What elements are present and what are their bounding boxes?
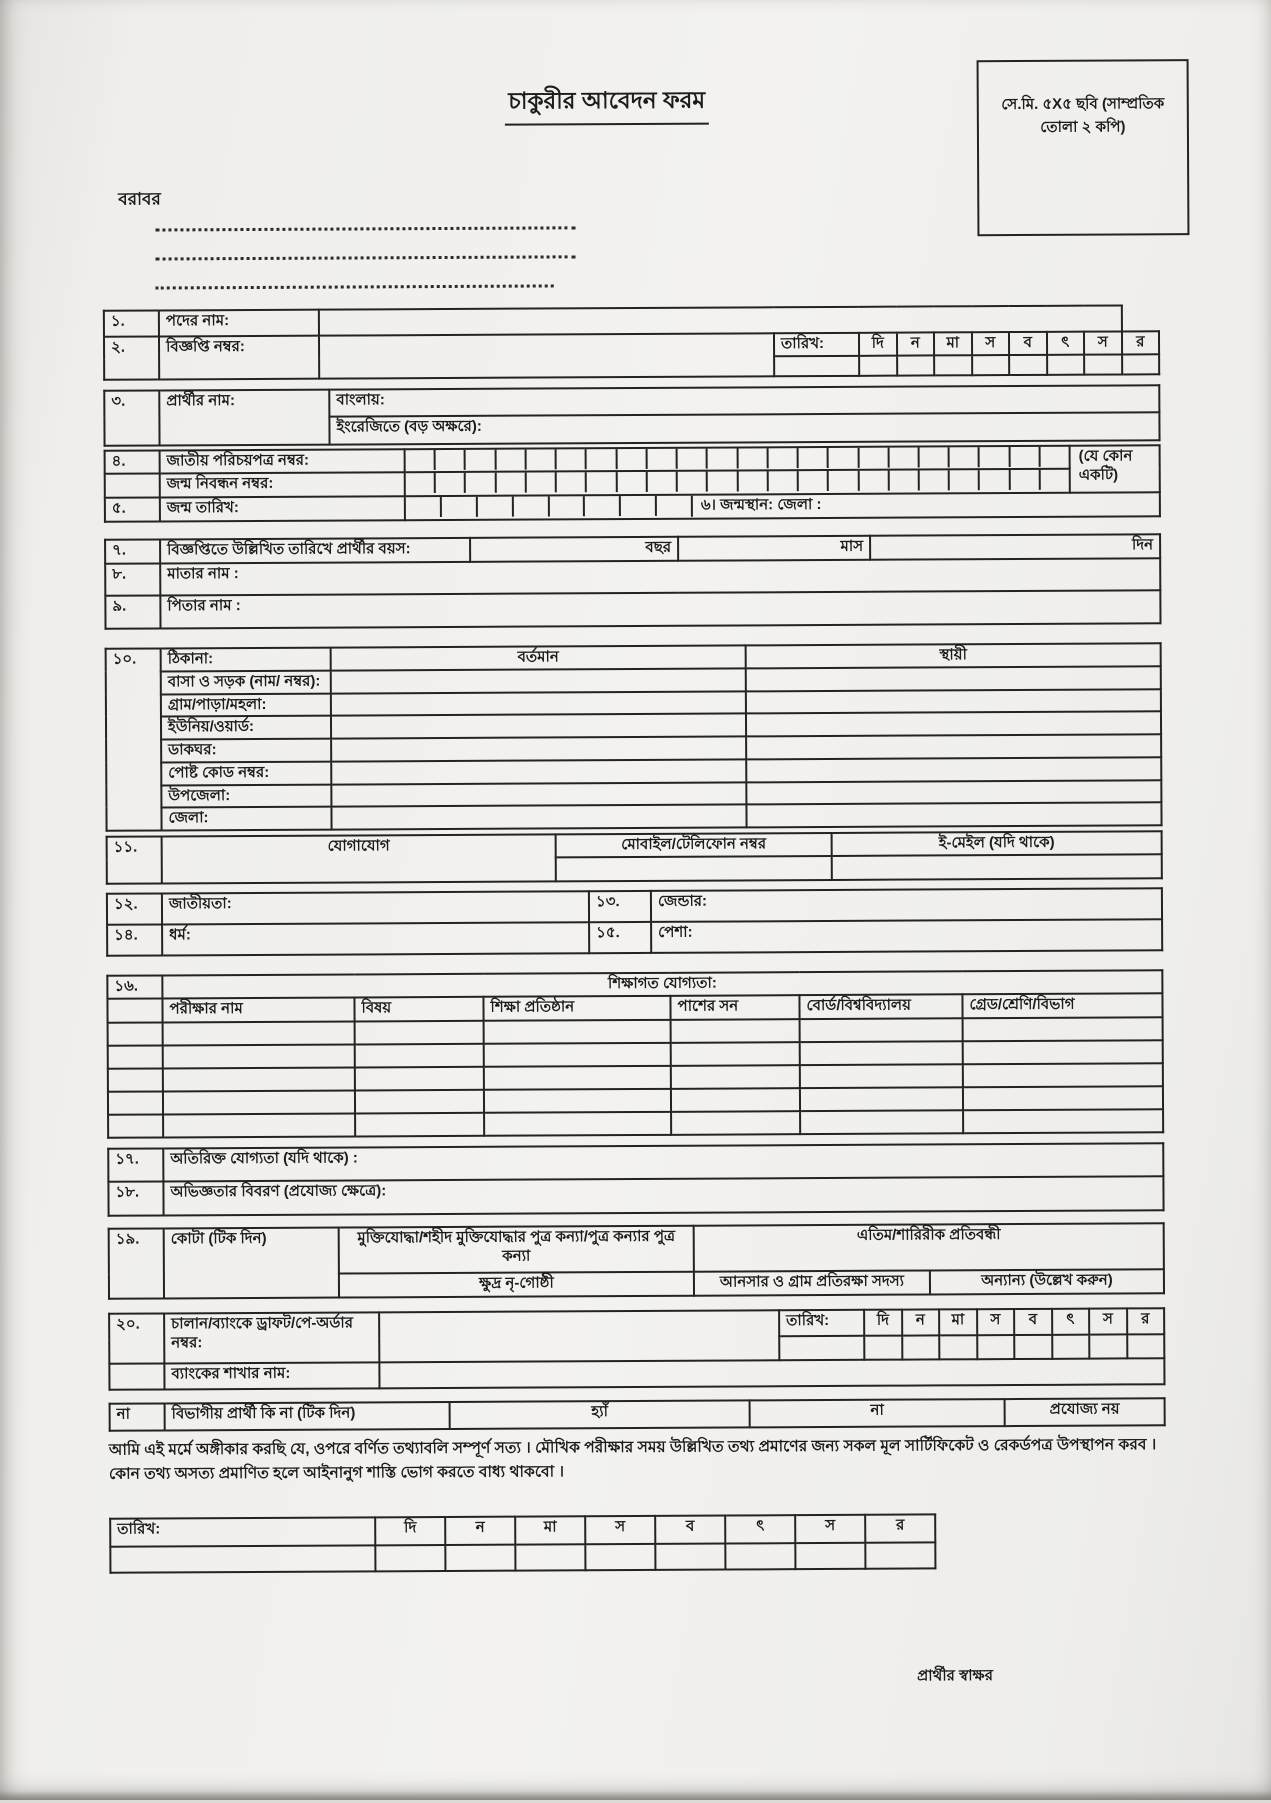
date-unit-cell: মা <box>939 1309 977 1335</box>
section-12-15-table <box>106 887 1163 957</box>
religion-input[interactable] <box>162 922 589 955</box>
section-16-education-table <box>106 969 1164 1138</box>
serial-cell: ১. <box>104 310 159 336</box>
applicant-signature-label: প্রার্থীর স্বাক্ষর <box>917 1667 993 1685</box>
education-cell[interactable] <box>355 1067 484 1091</box>
education-cell[interactable] <box>484 1089 671 1113</box>
digit-box[interactable] <box>708 471 738 491</box>
digit-box[interactable] <box>466 450 496 470</box>
date-unit-cell: ন <box>896 332 934 355</box>
date-unit-cell: স <box>971 332 1009 355</box>
challan-number-input[interactable] <box>379 1310 779 1362</box>
digit-box[interactable] <box>738 448 768 468</box>
name-english-input[interactable] <box>329 412 1159 444</box>
digit-box[interactable] <box>1010 447 1040 467</box>
education-cell[interactable] <box>163 1044 355 1068</box>
digit-box[interactable] <box>950 470 980 490</box>
education-cell[interactable] <box>163 1113 355 1137</box>
education-cell[interactable] <box>671 1019 800 1043</box>
digit-box[interactable] <box>436 450 466 470</box>
serial-cell: ১৯. <box>109 1228 164 1298</box>
serial-cell: ১৩. <box>589 891 651 922</box>
quota-option-ansar[interactable]: আনসার ও গ্রাম প্রতিরক্ষা সদস্য <box>694 1270 930 1295</box>
address-permanent-input[interactable] <box>746 666 1161 691</box>
serial-cell: ১৬. <box>107 975 162 998</box>
serial-cell: না <box>110 1403 165 1430</box>
address-permanent-header: স্থায়ী <box>746 643 1161 668</box>
date-input-cell[interactable] <box>585 1544 655 1570</box>
date-unit-cell: স <box>1089 1308 1127 1334</box>
date-input-cell[interactable] <box>1084 354 1122 374</box>
digit-box[interactable] <box>406 450 436 470</box>
digit-box[interactable] <box>799 448 829 468</box>
days-label: দিন <box>1131 536 1154 554</box>
education-cell[interactable] <box>355 1021 484 1045</box>
serial-cell: ১৪. <box>107 924 162 955</box>
addressee-label: বরাবর <box>118 189 161 209</box>
date-label: তারিখ: <box>779 1310 864 1336</box>
digit-box[interactable] <box>442 497 478 517</box>
education-cell[interactable] <box>108 1068 163 1091</box>
digit-box[interactable] <box>1040 447 1068 467</box>
addressee-line-3[interactable] <box>156 284 554 289</box>
date-input-cell[interactable] <box>110 1545 375 1572</box>
name-bangla-input[interactable] <box>329 385 1159 416</box>
experience-label: অভিজ্ঞতার বিবরণ (প্রযোজ্য ক্ষেত্রে): <box>170 1182 387 1201</box>
notice-number-input[interactable] <box>319 333 774 378</box>
mother-name-input[interactable] <box>160 558 1160 595</box>
education-cell[interactable] <box>671 1111 800 1135</box>
date-input-cell[interactable] <box>939 1335 977 1359</box>
digit-box[interactable] <box>980 447 1010 467</box>
digit-box[interactable] <box>478 497 514 517</box>
education-cell[interactable] <box>963 1086 1163 1110</box>
digit-box[interactable] <box>406 473 436 493</box>
date-unit-cell: দি <box>859 333 897 356</box>
education-cell[interactable] <box>963 1109 1163 1133</box>
education-cell[interactable] <box>671 1065 800 1089</box>
address-permanent-input[interactable] <box>746 711 1161 736</box>
digit-box[interactable] <box>557 449 587 469</box>
date-input-cell[interactable] <box>774 356 859 376</box>
address-present-input[interactable] <box>331 691 746 716</box>
birthplace-district-label[interactable]: ৬। জন্মস্থান: জেলা : <box>691 493 1159 516</box>
serial-cell: ৩. <box>104 390 159 445</box>
address-present-input[interactable] <box>331 736 746 761</box>
birth-registration-digit-boxes <box>406 470 1069 493</box>
section-21-table <box>109 1397 1166 1432</box>
address-field-label: পোষ্ট কোড নম্বর: <box>161 761 331 785</box>
date-input-cell[interactable] <box>977 1335 1015 1359</box>
addressee-line-1[interactable] <box>155 226 575 231</box>
education-cell[interactable] <box>671 1042 800 1066</box>
date-unit-cell: ব <box>655 1516 725 1544</box>
date-input-cell[interactable] <box>375 1545 445 1571</box>
serial-cell: ১৫. <box>589 922 651 953</box>
digit-box[interactable] <box>859 448 889 468</box>
date-unit-cell: র <box>1122 331 1160 354</box>
education-cell[interactable] <box>108 1045 163 1068</box>
gender-input[interactable] <box>651 888 1162 922</box>
digit-box[interactable] <box>769 471 799 491</box>
applicant-name-label: প্রার্থীর নাম: <box>159 390 329 446</box>
father-name-input[interactable] <box>160 590 1160 628</box>
birth-date-row <box>405 492 1160 520</box>
extra-qualification-label: অতিরিক্ত যোগ্যতা (যদি থাকে) : <box>170 1149 358 1168</box>
date-label: তারিখ: <box>774 333 859 356</box>
address-permanent-input[interactable] <box>746 802 1161 827</box>
education-cell[interactable] <box>800 1087 963 1111</box>
serial-cell: ১০. <box>106 648 162 830</box>
digit-box[interactable] <box>920 470 950 490</box>
quota-option-orphan-disabled[interactable]: এতিম/শারিরীক প্রতিবন্ধী <box>694 1223 1164 1271</box>
address-field-label: ডাকঘর: <box>161 739 331 763</box>
page-title-text: চাকুরীর আবেদন ফরম <box>504 82 709 126</box>
departmental-yes-option[interactable]: হ্যাঁ <box>450 1400 750 1429</box>
section-4-6-table <box>104 444 1161 523</box>
education-cell[interactable] <box>355 1044 484 1068</box>
signature-date-table <box>109 1513 936 1573</box>
nationality-input[interactable] <box>162 891 589 924</box>
date-label: তারিখ: <box>110 1517 375 1546</box>
digit-box[interactable] <box>889 471 919 491</box>
education-cell[interactable] <box>800 1018 963 1042</box>
age-months-input[interactable] <box>678 536 870 561</box>
serial-cell: ১৭. <box>108 1148 163 1181</box>
age-label: বিজ্ঞপ্তিতে উল্লিখিত তারিখে প্রার্থীর বয়স: <box>160 538 470 564</box>
section-1-2-table <box>103 304 1160 380</box>
digit-box[interactable] <box>496 473 526 493</box>
section-19-quota-table <box>108 1222 1165 1300</box>
photo-note: সে.মি. ৫X৫ ছবি (সাম্প্রতিক তোলা ২ কপি) <box>1001 95 1165 136</box>
birth-registration-label: জন্ম নিবন্ধন নম্বর: <box>160 472 405 497</box>
section-3-table <box>103 384 1160 447</box>
digit-box[interactable] <box>617 472 647 492</box>
photo-placeholder-box <box>977 59 1190 236</box>
digit-box[interactable] <box>1010 470 1040 490</box>
date-unit-cell: ৎ <box>1046 332 1084 355</box>
education-cell[interactable] <box>484 1112 671 1136</box>
date-input-cell[interactable] <box>1127 1334 1165 1358</box>
address-present-header: বর্তমান <box>331 645 746 670</box>
addressee-line-2[interactable] <box>156 255 576 260</box>
departmental-candidate-label: বিভাগীয় প্রার্থী কি না (টিক দিন) <box>165 1402 450 1430</box>
education-title: শিক্ষাগত যোগ্যতা: <box>162 970 1162 998</box>
years-label: বছর <box>645 538 672 556</box>
departmental-na-option[interactable]: প্রযোজ্য নয় <box>1005 1398 1165 1426</box>
digit-box[interactable] <box>829 448 859 468</box>
education-header-board: বোর্ড/বিশ্ববিদ্যালয় <box>799 994 962 1019</box>
birth-date-label: জন্ম তারিখ: <box>160 496 405 521</box>
digit-box[interactable] <box>527 472 557 492</box>
either-one-note: (যে কোন একটি) <box>1070 445 1160 492</box>
education-cell[interactable] <box>963 1017 1163 1041</box>
digit-box[interactable] <box>406 497 442 517</box>
address-present-input[interactable] <box>331 805 746 830</box>
email-header: ই-মেইল (যদি থাকে) <box>832 831 1162 856</box>
education-cell[interactable] <box>800 1064 963 1088</box>
digit-box[interactable] <box>678 472 708 492</box>
education-cell[interactable] <box>108 1114 163 1137</box>
digit-box[interactable] <box>648 472 678 492</box>
serial-cell: ৯. <box>105 595 160 628</box>
serial-cell: ১২. <box>107 893 162 924</box>
address-permanent-input[interactable] <box>746 734 1161 759</box>
section-7-9-table <box>104 533 1161 630</box>
education-cell[interactable] <box>484 1043 671 1067</box>
address-field-label: উপজেলা: <box>161 784 331 808</box>
address-present-input[interactable] <box>331 759 746 784</box>
date-unit-cell: ৎ <box>1052 1309 1090 1335</box>
date-input-cell[interactable] <box>445 1545 515 1571</box>
nid-digit-row <box>405 446 1070 472</box>
quota-option-freedom-fighter[interactable]: মুক্তিযোদ্ধা/শহীদ মুক্তিযোদ্ধার পুত্র কন্যা/পুত্র কন্যার পুত্র কন্যা <box>339 1226 694 1274</box>
post-name-label: পদের নাম: <box>159 310 319 337</box>
nid-digit-boxes <box>406 447 1069 470</box>
address-present-input[interactable] <box>331 668 746 693</box>
digit-box[interactable] <box>829 471 859 491</box>
education-cell[interactable] <box>108 1022 163 1045</box>
digit-box[interactable] <box>950 447 980 467</box>
address-field-label: গ্রাম/পাড়া/মহলা: <box>161 693 331 717</box>
digit-box[interactable] <box>920 447 950 467</box>
extra-qualification-input[interactable] <box>163 1143 1163 1181</box>
quota-label: কোটা (টিক দিন) <box>164 1228 339 1299</box>
date-unit-cell: স <box>585 1516 655 1544</box>
date-unit-cell: স <box>1084 331 1122 354</box>
address-permanent-input[interactable] <box>746 757 1161 782</box>
date-input-cell[interactable] <box>865 1542 935 1568</box>
date-input-cell[interactable] <box>779 1336 864 1360</box>
date-unit-cell: মা <box>934 332 972 355</box>
date-input-cell[interactable] <box>934 355 972 375</box>
birth-date-boxes <box>406 496 691 517</box>
address-label: ঠিকানা: <box>161 648 331 672</box>
date-unit-cell: স <box>795 1515 865 1543</box>
address-permanent-input[interactable] <box>746 780 1161 805</box>
date-unit-cell: র <box>1127 1308 1165 1334</box>
challan-label: চালান/ব্যাংকে ড্রাফট/পে-অর্ডার নম্বর: <box>164 1312 379 1363</box>
education-header-grade: গ্রেড/শ্রেণি/বিভাগ <box>962 993 1162 1018</box>
serial-cell: ৪. <box>105 450 160 473</box>
date-unit-cell: মা <box>515 1516 585 1544</box>
digit-box[interactable] <box>557 472 587 492</box>
digit-box[interactable] <box>768 448 798 468</box>
date-unit-cell: র <box>865 1514 935 1542</box>
religion-label: ধর্ম: <box>169 926 191 944</box>
digit-box[interactable] <box>678 449 708 469</box>
digit-box[interactable] <box>585 496 621 516</box>
education-header-institute: শিক্ষা প্রতিষ্ঠান <box>483 996 670 1021</box>
mobile-input[interactable] <box>556 856 832 881</box>
date-unit-cell: ব <box>1014 1309 1052 1335</box>
education-header-subject: বিষয় <box>354 997 483 1022</box>
date-input-cell[interactable] <box>1089 1334 1127 1358</box>
digit-box[interactable] <box>617 449 647 469</box>
occupation-input[interactable] <box>651 919 1162 953</box>
mobile-header: মোবাইল/টেলিফোন নম্বর <box>556 833 832 857</box>
education-cell[interactable] <box>163 1021 355 1045</box>
digit-box[interactable] <box>527 449 557 469</box>
digit-box[interactable] <box>980 470 1010 490</box>
serial-cell: ১১. <box>107 836 162 883</box>
date-input-cell[interactable] <box>864 1336 902 1360</box>
date-input-cell[interactable] <box>655 1544 725 1570</box>
name-english-label: ইংরেজিতে (বড় অক্ষরে): <box>336 417 482 436</box>
digit-box[interactable] <box>647 449 677 469</box>
father-name-label: পিতার নাম : <box>167 597 241 615</box>
section-17-18-table <box>107 1142 1164 1217</box>
address-present-input[interactable] <box>331 714 746 739</box>
serial-cell: ৮. <box>105 563 160 595</box>
date-input-cell[interactable] <box>897 355 935 375</box>
date-input-cell[interactable] <box>859 355 897 375</box>
digit-box[interactable] <box>513 496 549 516</box>
serial-cell: ২. <box>104 336 159 379</box>
bank-branch-input[interactable] <box>379 1358 1164 1388</box>
education-cell[interactable] <box>963 1040 1163 1064</box>
mother-name-label: মাতার নাম : <box>167 565 239 583</box>
education-cell[interactable] <box>163 1067 355 1091</box>
experience-input[interactable] <box>163 1176 1163 1215</box>
date-unit-cell: ৎ <box>725 1515 795 1543</box>
digit-box[interactable] <box>799 471 829 491</box>
page-title <box>417 81 797 126</box>
age-years-input[interactable] <box>470 537 678 562</box>
serial-cell <box>105 473 160 497</box>
digit-box[interactable] <box>436 473 466 493</box>
date-unit-cell: দি <box>864 1310 902 1336</box>
date-input-cell[interactable] <box>795 1543 865 1569</box>
months-label: মাস <box>840 537 864 555</box>
date-input-cell[interactable] <box>1052 1335 1090 1359</box>
education-cell[interactable] <box>963 1063 1163 1087</box>
occupation-label: পেশা: <box>658 923 693 941</box>
age-days-input[interactable] <box>870 534 1160 560</box>
digit-box[interactable] <box>466 473 496 493</box>
digit-box[interactable] <box>587 449 617 469</box>
birth-registration-digit-row <box>405 469 1070 496</box>
date-input-cell[interactable] <box>725 1543 795 1569</box>
digit-box[interactable] <box>708 448 738 468</box>
gender-label: জেন্ডার: <box>657 892 708 910</box>
education-cell[interactable] <box>800 1110 963 1134</box>
date-input-cell[interactable] <box>515 1544 585 1570</box>
education-cell[interactable] <box>671 1088 800 1112</box>
date-input-cell[interactable] <box>1014 1335 1052 1359</box>
section-10-address-table <box>105 642 1163 832</box>
contact-label: যোগাযোগ <box>162 834 556 883</box>
address-field-label: ইউনিয়/ওয়ার্ড: <box>161 716 331 740</box>
nationality-label: জাতীয়তা: <box>168 895 232 913</box>
digit-box[interactable] <box>621 496 657 516</box>
serial-cell: ২০. <box>109 1313 164 1363</box>
date-unit-cell: স <box>977 1309 1015 1335</box>
education-cell[interactable] <box>163 1090 355 1114</box>
serial-cell <box>109 1363 164 1389</box>
digit-box[interactable] <box>1041 470 1069 490</box>
digit-box[interactable] <box>496 450 526 470</box>
quota-option-other[interactable]: অন্যান্য (উল্লেখ করুন) <box>930 1269 1164 1294</box>
education-cell[interactable] <box>355 1090 484 1114</box>
address-permanent-input[interactable] <box>746 689 1161 714</box>
serial-cell: ৫. <box>105 497 160 521</box>
nid-label: জাতীয় পরিচয়পত্র নম্বর: <box>160 449 405 473</box>
section-20-bank-table <box>108 1307 1165 1391</box>
digit-box[interactable] <box>587 472 617 492</box>
education-header-passing-year: পাশের সন <box>670 995 799 1020</box>
address-present-input[interactable] <box>331 782 746 807</box>
education-header-exam: পরীক্ষার নাম <box>162 997 354 1022</box>
date-input-cell[interactable] <box>902 1335 940 1359</box>
date-unit-cell: দি <box>375 1517 445 1545</box>
education-cell[interactable] <box>484 1066 671 1090</box>
scan-bottom-shadow <box>0 1791 1271 1800</box>
section-11-contact-table <box>106 830 1163 885</box>
education-cell[interactable] <box>484 1020 671 1044</box>
digit-box[interactable] <box>738 471 768 491</box>
email-input[interactable] <box>832 854 1162 880</box>
date-unit-cell: ন <box>902 1309 940 1335</box>
education-cell[interactable] <box>108 1091 163 1114</box>
date-unit-cell: ব <box>1009 332 1047 355</box>
quota-option-ethnic-minority[interactable]: ক্ষুদ্র নৃ-গোষ্ঠী <box>339 1272 694 1298</box>
date-input-cell[interactable] <box>1122 354 1160 374</box>
date-input-cell[interactable] <box>972 355 1010 375</box>
digit-box[interactable] <box>889 448 919 468</box>
declaration-text: আমি এই মর্মে অঙ্গীকার করছি যে, ওপরে বর্ণিত তথ্যাবলি সম্পূর্ণ সত্য । মৌখিক পরীক্ষার সময় উল্লিখিত তথ্য প্রমাণের জন্য সকল মূল সার্টিফিকেট ও রেকর্ডপত্র উপস্থাপন করব । কোন তথ্য অসত্য প্রমাণিত হলে আইনানুগ শাস্তি ভোগ করতে বাধ্য থাকবো । <box>108 1436 1157 1483</box>
date-input-cell[interactable] <box>1009 355 1047 375</box>
address-field-label: বাসা ও সড়ক (নাম/ নম্বর): <box>161 670 331 694</box>
name-bangla-label: বাংলায়: <box>336 391 385 409</box>
notice-number-label: বিজ্ঞপ্তি নম্বর: <box>159 336 319 380</box>
digit-box[interactable] <box>859 471 889 491</box>
education-serial-header <box>107 998 162 1022</box>
date-input-cell[interactable] <box>1047 354 1085 374</box>
address-field-label: জেলা: <box>161 807 331 831</box>
education-cell[interactable] <box>800 1041 963 1065</box>
serial-cell: ৭. <box>105 539 160 563</box>
digit-box[interactable] <box>657 496 691 516</box>
date-unit-cell: ন <box>445 1517 515 1545</box>
education-cell[interactable] <box>355 1113 484 1137</box>
serial-cell: ১৮. <box>108 1181 163 1215</box>
bank-branch-label: ব্যাংকের শাখার নাম: <box>164 1362 379 1389</box>
departmental-no-option[interactable]: না <box>750 1399 1005 1427</box>
digit-box[interactable] <box>549 496 585 516</box>
